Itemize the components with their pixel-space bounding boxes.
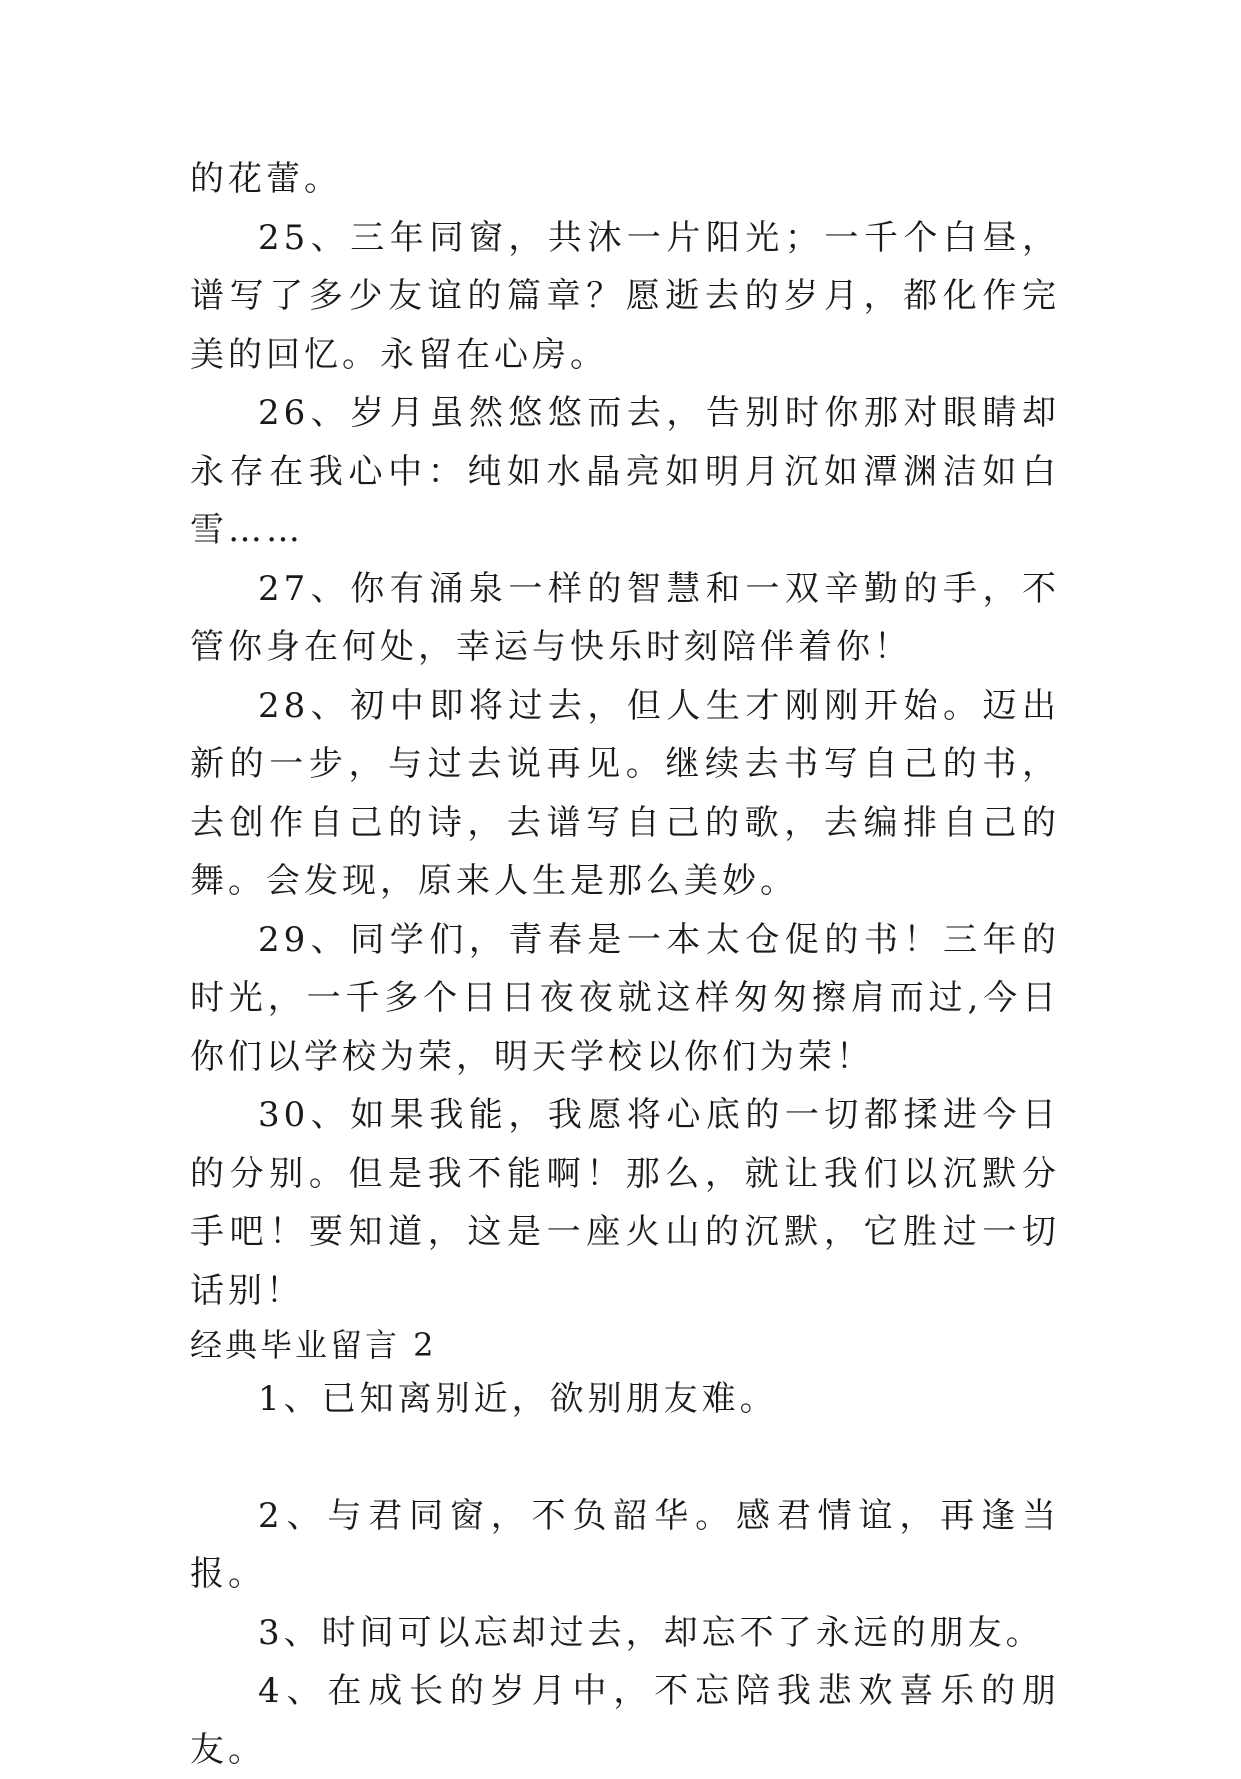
message-3: 3、时间可以忘却过去，却忘不了永远的朋友。 [258, 1612, 1044, 1653]
paragraph-25: 25、三年同窗，共沐一片阳光；一千个白昼，谱写了多少友谊的篇章？愿逝去的岁月，都化作完美的回忆。永留在心房。 [190, 217, 1060, 375]
paragraph-27: 27、你有涌泉一样的智慧和一双辛勤的手，不管你身在何处，幸运与快乐时刻陪伴着你！ [190, 568, 1060, 667]
section-heading: 经典毕业留言 2 [190, 1326, 437, 1364]
document-page [190, 150, 1060, 1779]
paragraph-26: 26、岁月虽然悠悠而去，告别时你那对眼睛却永存在我心中：纯如水晶亮如明月沉如潭渊洁如白雪…… [190, 393, 1060, 550]
paragraph-30: 30、如果我能，我愿将心底的一切都揉进今日的分别。但是我不能啊！那么，就让我们以沉默分手吧！要知道，这是一座火山的沉默，它胜过一切话别！ [190, 1095, 1060, 1311]
paragraph-continuation: 的花蕾。 [190, 159, 342, 199]
message-4: 4、在成长的岁月中，不忘陪我悲欢喜乐的朋友。 [190, 1671, 1060, 1770]
paragraph-28: 28、初中即将过去，但人生才刚刚开始。迈出新的一步，与过去说再见。继续去书写自己的书，去创作自己的诗，去谱写自己的歌，去编排自己的舞。会发现，原来人生是那么美妙。 [190, 685, 1060, 901]
blank-line [190, 1429, 1060, 1487]
paragraph-29: 29、同学们，青春是一本太仓促的书！三年的时光，一千多个日日夜夜就这样匆匆擦肩而过,今日你们以学校为荣，明天学校以你们为荣！ [190, 919, 1060, 1077]
message-1: 1、已知离别近，欲别朋友难。 [258, 1379, 778, 1419]
message-2: 2、与君同窗，不负韶华。感君情谊，再逢当报。 [190, 1495, 1060, 1594]
